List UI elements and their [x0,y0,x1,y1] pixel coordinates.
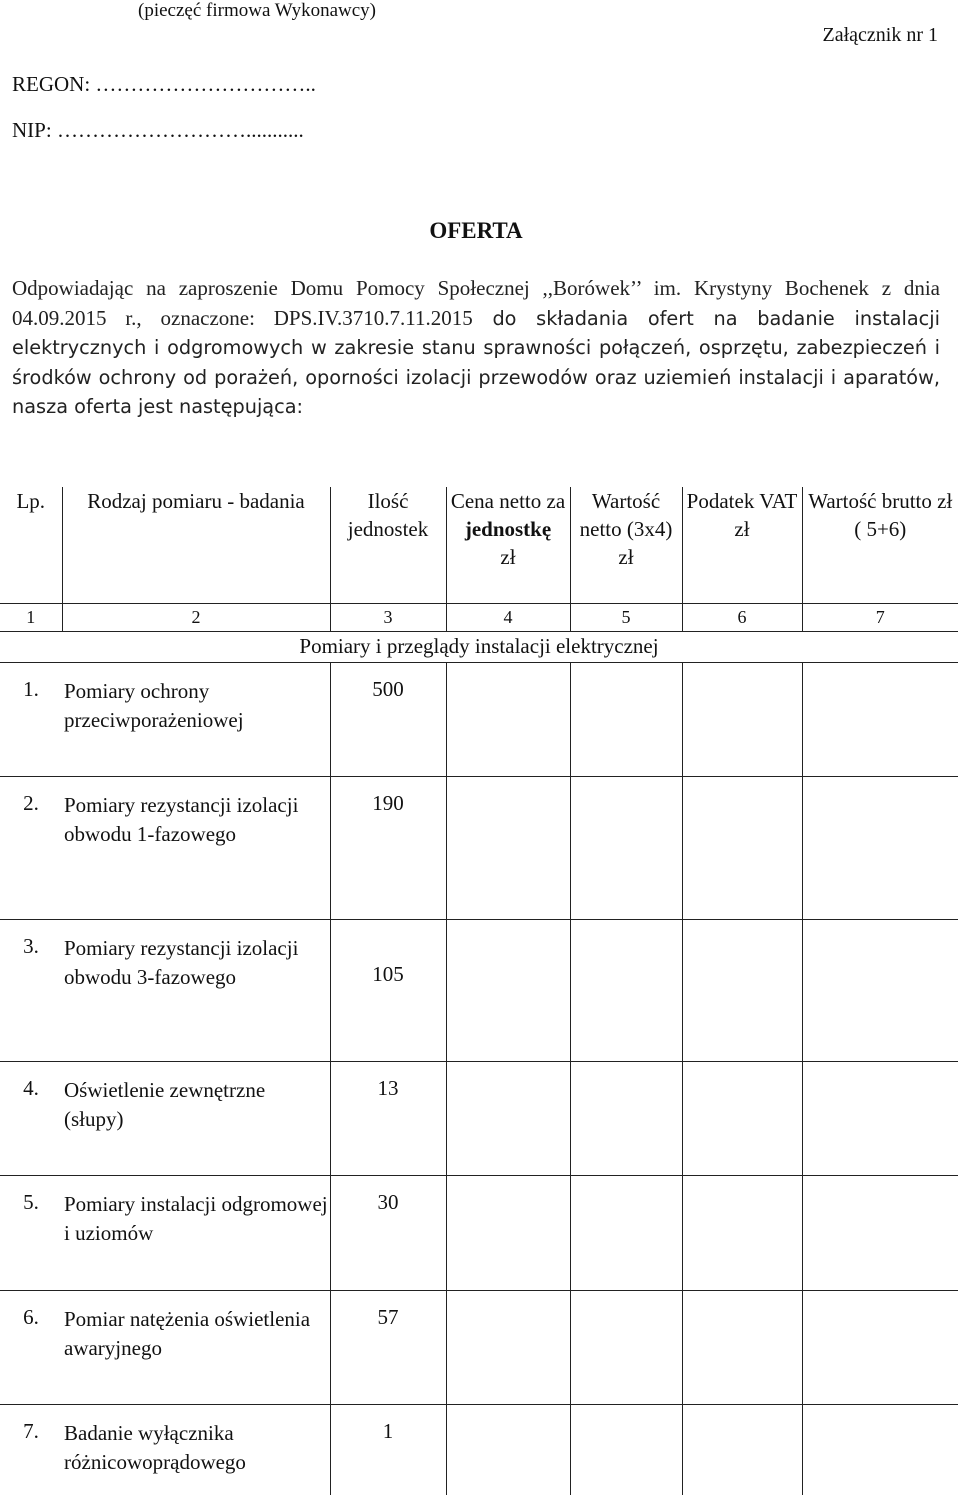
row-vat-cell[interactable] [682,1176,802,1291]
row-lp: 2. [0,777,62,920]
row-netto-cell[interactable] [570,1291,682,1405]
header-lp: Lp. [16,489,46,513]
row-cena-cell[interactable] [446,1062,570,1176]
offer-table [0,487,958,1495]
table-row [0,663,958,777]
row-cena-cell[interactable] [446,1291,570,1405]
column-number: 2 [62,604,330,632]
row-name: Pomiary rezystancji izolacji obwodu 1-fazowego [62,777,330,920]
row-qty: 1 [330,1405,446,1495]
row-name: Badanie wyłącznika różnicowoprądowego [62,1405,330,1495]
table-row [0,1405,958,1495]
row-brutto-cell[interactable] [802,1291,958,1405]
column-number: 3 [330,604,446,632]
section-title: Pomiary i przeglądy instalacji elektrycznej [0,632,958,663]
row-lp: 3. [0,920,62,1062]
row-brutto-cell[interactable] [802,663,958,777]
nip-value: ………………………........... [56,118,304,142]
intro-paragraph [12,274,940,422]
row-brutto-cell[interactable] [802,1405,958,1495]
header-wartosc-brutto: Wartość brutto zł ( 5+6) [802,487,958,604]
regon-label: REGON: [12,72,91,96]
row-vat-cell[interactable] [682,920,802,1062]
header-podatek: Podatek VAT zł [682,487,802,604]
row-qty: 190 [330,777,446,920]
row-vat-cell[interactable] [682,663,802,777]
row-cena-cell[interactable] [446,1176,570,1291]
header-cena-line2: jednostkę [464,517,552,541]
row-netto-cell[interactable] [570,1176,682,1291]
document-title: OFERTA [429,218,523,243]
header-cena-line3: zł [500,545,516,569]
regon-value: ………………………….. [95,72,316,96]
column-number: 1 [0,604,62,632]
header-cena-line1: Cena netto za [450,489,566,513]
row-lp: 6. [0,1291,62,1405]
intro-part-2: do składania ofert na badanie instalacji elektrycznych i odgromowych w zakresie stanu sprawności połączeń, osprzętu, zabezpieczeń i środków ochrony od porażeń, oporności izolacji przewodów oraz uziemień instalacji i aparatów, nasza oferta jest następująca: [12,306,940,418]
header-rodzaj: Rodzaj pomiaru - badania [62,487,330,604]
annex-label: Załącznik nr 1 [822,24,938,46]
table-row [0,1291,958,1405]
row-lp: 1. [23,677,39,701]
row-brutto-cell[interactable] [802,777,958,920]
header-ilosc: Ilość jednostek [330,487,446,604]
row-netto-cell[interactable] [570,663,682,777]
row-vat-cell[interactable] [682,777,802,920]
table-header-row [0,487,958,604]
column-number: 7 [802,604,958,632]
row-cena-cell[interactable] [446,920,570,1062]
row-name: Pomiary instalacji odgromowej i uziomów [62,1176,330,1291]
column-number-row [0,604,958,632]
row-qty: 105 [330,920,446,1062]
row-brutto-cell[interactable] [802,1062,958,1176]
row-cena-cell[interactable] [446,777,570,920]
column-number: 4 [446,604,570,632]
row-cena-cell[interactable] [446,1405,570,1495]
row-qty: 500 [330,663,446,777]
table-row [0,1062,958,1176]
row-name: Pomiary rezystancji izolacji obwodu 3-fazowego [62,920,330,1062]
row-lp: 5. [0,1176,62,1291]
table-row [0,920,958,1062]
row-vat-cell[interactable] [682,1405,802,1495]
row-brutto-cell[interactable] [802,920,958,1062]
row-qty: 13 [330,1062,446,1176]
section-row [0,632,958,663]
nip-label: NIP: [12,118,52,142]
column-number: 5 [570,604,682,632]
nip-field [12,118,304,143]
row-name: Pomiar natężenia oświetlenia awaryjnego [62,1291,330,1405]
row-lp: 4. [0,1062,62,1176]
row-netto-cell[interactable] [570,1062,682,1176]
intro-part-1: Odpowiadając na zaproszenie Domu Pomocy Społecznej ,,Borówek’’ im. Krystyny Bochenek z dnia 04.09.2015 r., oznaczone: DPS.IV.3710.7.11.2015 [12,276,940,330]
row-lp: 7. [0,1405,62,1495]
column-number: 6 [682,604,802,632]
row-qty: 57 [330,1291,446,1405]
row-netto-cell[interactable] [570,1405,682,1495]
table-row [0,1176,958,1291]
row-cena-cell[interactable] [446,663,570,777]
row-netto-cell[interactable] [570,777,682,920]
row-qty: 30 [330,1176,446,1291]
row-name: Pomiary ochrony przeciwporażeniowej [64,679,244,732]
table-row [0,777,958,920]
regon-field [12,72,316,97]
header-cena [446,487,570,604]
row-name: Oświetlenie zewnętrzne (słupy) [62,1062,330,1176]
header-wartosc-netto: Wartość netto (3x4) zł [570,487,682,604]
row-brutto-cell[interactable] [802,1176,958,1291]
row-vat-cell[interactable] [682,1062,802,1176]
row-vat-cell[interactable] [682,1291,802,1405]
company-stamp-label: (pieczęć firmowa Wykonawcy) [138,0,377,21]
row-netto-cell[interactable] [570,920,682,1062]
